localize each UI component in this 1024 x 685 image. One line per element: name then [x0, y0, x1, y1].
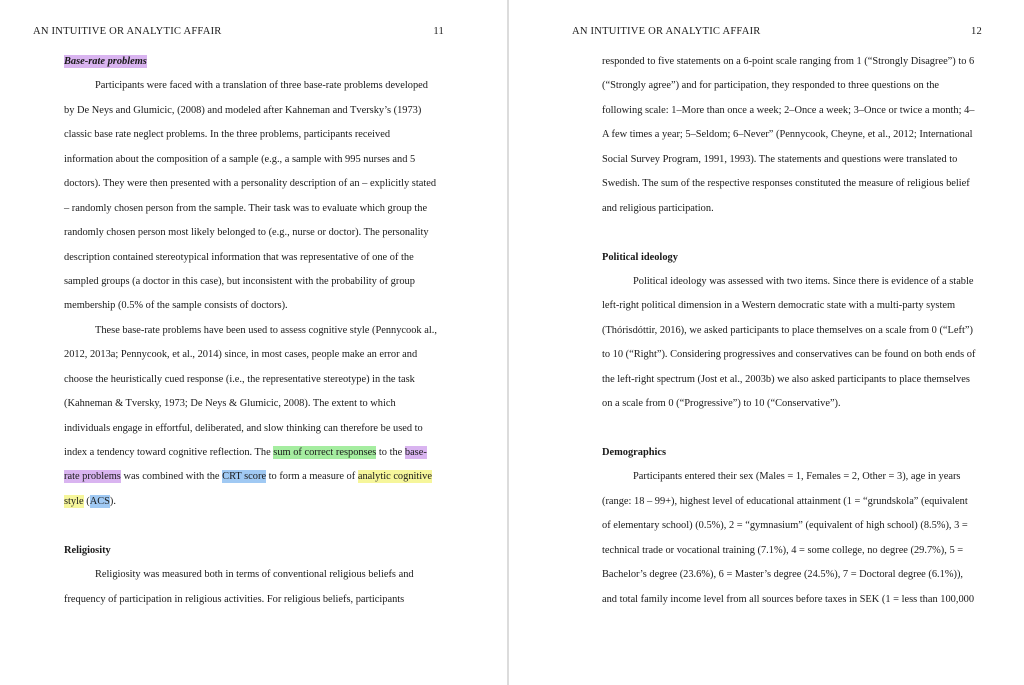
text-line: [64, 74, 504, 98]
section-heading: [64, 50, 504, 74]
text-line: [64, 368, 504, 392]
text-segment: Swedish. The sum of the respective responses constituted the measure of religious belief: [602, 178, 970, 190]
text-segment: Demographics: [602, 447, 667, 458]
text-segment: Political ideology was assessed with two items. Since there is evidence of a stable: [633, 275, 974, 287]
running-head: AN INTUITIVE OR ANALYTIC AFFAIR: [572, 26, 761, 37]
text-segment: sampled groups (a doctor in this case), but inconsistent with the probability of group: [64, 275, 415, 287]
highlight-purple: Base-rate problems: [64, 56, 147, 67]
text-segment: Participants were faced with a translation of three base-rate problems developed: [95, 80, 428, 92]
text-segment: (“Strongly agree”) and for participation, they responded to three questions on the: [602, 80, 940, 92]
text-segment: (Thórisdóttir, 2016), we asked participants to place themselves on a scale from 0 (“Left”): [602, 324, 973, 336]
page-body: [602, 50, 1022, 612]
text-line: [64, 319, 504, 343]
page-12: [509, 0, 1024, 685]
text-segment: and total family income level from all sources before taxes in SEK (1 = less than 100,000: [602, 593, 975, 605]
text-line: [602, 588, 1022, 612]
text-segment: responded to five statements on a 6-point scale ranging from 1 (“Strongly Disagree”) to 6: [602, 56, 975, 67]
blank-line: [64, 514, 504, 538]
page-body: [64, 50, 504, 612]
text-segment: – randomly chosen person from the sample. Their task was to evaluate which group the: [64, 202, 428, 214]
text-line: [64, 99, 504, 123]
text-segment: following scale: 1–More than once a week; 2–Once a week; 3–Once or twice a month; 4–: [602, 104, 975, 116]
text-line: [64, 270, 504, 294]
page-11: [0, 0, 507, 685]
text-segment: Bachelor’s degree (23.6%), 6 = Master’s degree (24.5%), 7 = Doctoral degree (6.1%)),: [602, 569, 964, 581]
text-segment: left-right political dimension in a Western democratic state with a multi-party system: [602, 300, 956, 312]
text-segment: and religious participation.: [602, 202, 714, 214]
text-segment: randomly chosen person most likely belonged to (e.g., nurse or doctor). The personality: [64, 227, 429, 239]
text-line: [602, 197, 1022, 221]
section-heading: [64, 539, 504, 563]
text-segment: (Kahneman & Tversky, 1973; De Neys & Glumicic, 2008). The extent to which: [64, 398, 396, 410]
text-line: [64, 148, 504, 172]
text-segment: 2012, 2013a; Pennycook, et al., 2014) since, in most cases, people make an error and: [64, 349, 418, 361]
text-line: [64, 221, 504, 245]
text-line: [602, 294, 1022, 318]
text-segment: Religiosity: [64, 544, 111, 556]
text-segment: to the: [376, 447, 405, 458]
text-line: [602, 74, 1022, 98]
text-line: [602, 50, 1022, 74]
text-line: [64, 465, 504, 489]
section-heading: [602, 246, 1022, 270]
text-segment: technical trade or vocational training (7.1%), 4 = some college, no degree (29.7%), 5 =: [602, 544, 964, 556]
text-line: [64, 441, 504, 465]
text-line: [64, 417, 504, 441]
text-segment: Religiosity was measured both in terms of conventional religious beliefs and: [95, 569, 414, 581]
text-line: [602, 99, 1022, 123]
highlight-purple: rate problems: [64, 471, 121, 483]
text-segment: Social Survey Program, 1991, 1993). The statements and questions were translated to: [602, 153, 958, 165]
text-line: [64, 197, 504, 221]
blank-line: [602, 221, 1022, 245]
text-segment: ).: [109, 495, 116, 507]
page-header: [572, 25, 982, 39]
text-line: [64, 343, 504, 367]
text-segment: information about the composition of a sample (e.g., a sample with 995 nurses and 5: [64, 153, 416, 165]
text-line: [64, 490, 504, 514]
text-line: [602, 123, 1022, 147]
page-number: 11: [433, 26, 444, 37]
text-segment: to 10 (“Right”). Considering progressives and conservatives can be found on both ends of: [602, 349, 976, 361]
text-segment: doctors). They were then presented with a personality description of an – explicitly stated: [64, 178, 437, 190]
text-line: [602, 514, 1022, 538]
text-segment: choose the heuristically cued response (i.e., the representative stereotype) in the task: [64, 373, 415, 385]
text-segment: classic base rate neglect problems. In the three problems, participants received: [64, 129, 391, 141]
page-number: 12: [971, 26, 982, 37]
text-line: [602, 490, 1022, 514]
highlight-yellow: style: [64, 495, 84, 507]
text-segment: membership (0.5% of the sample consists of doctors).: [64, 300, 288, 312]
text-line: [64, 563, 504, 587]
text-segment: frequency of participation in religious activities. For religious beliefs, participants: [64, 593, 405, 605]
text-line: [64, 123, 504, 147]
text-segment: individuals engage in effortful, deliberated, and slow thinking can therefore be used to: [64, 422, 423, 434]
text-line: [64, 294, 504, 318]
text-line: [602, 539, 1022, 563]
highlight-yellow: analytic cognitive: [357, 471, 432, 483]
text-segment: to form a measure of: [266, 471, 358, 483]
section-heading: [602, 441, 1022, 465]
text-line: [64, 246, 504, 270]
running-head: AN INTUITIVE OR ANALYTIC AFFAIR: [33, 26, 222, 37]
text-line: [602, 563, 1022, 587]
text-segment: description contained stereotypical information that was representative of one of the: [64, 251, 414, 263]
text-line: [602, 465, 1022, 489]
highlight-blue: CRT score: [222, 471, 267, 483]
highlight-blue: ACS: [89, 495, 110, 507]
text-line: [602, 319, 1022, 343]
text-line: [602, 392, 1022, 416]
text-line: [602, 172, 1022, 196]
text-segment: of elementary school) (0.5%), 2 = “gymnasium” (equivalent of high school) (8.5%), 3 =: [602, 520, 968, 532]
text-segment: on a scale from 0 (“Progressive”) to 10 (“Conservative”).: [602, 398, 841, 410]
text-segment: A few times a year; 5–Seldom; 6–Never” (Pennycook, Cheyne, et al., 2012; International: [602, 129, 973, 141]
text-segment: the left-right spectrum (Jost et al., 2003b) we also asked participants to place themselves: [602, 373, 970, 385]
text-line: [602, 270, 1022, 294]
text-segment: (: [83, 495, 90, 507]
blank-line: [602, 417, 1022, 441]
text-segment: (range: 18 – 99+), highest level of educational attainment (1 = “grundskola” (equivalent: [602, 495, 968, 507]
text-segment: by De Neys and Glumicic, (2008) and modeled after Kahneman and Tversky’s (1973): [64, 104, 422, 116]
text-segment: Participants entered their sex (Males = 1, Females = 2, Other = 3), age in years: [633, 471, 961, 483]
text-line: [602, 343, 1022, 367]
text-segment: index a tendency toward cognitive reflection. The: [64, 447, 274, 458]
highlight-purple: base-: [404, 447, 427, 458]
text-segment: These base-rate problems have been used to assess cognitive style (Pennycook al.,: [95, 324, 437, 336]
text-line: [64, 392, 504, 416]
text-segment: was combined with the: [120, 471, 223, 483]
text-segment: Political ideology: [602, 251, 678, 263]
text-line: [602, 148, 1022, 172]
page-header: [33, 25, 444, 39]
highlight-green: sum of correct responses: [273, 447, 377, 458]
text-line: [64, 172, 504, 196]
text-line: [64, 588, 504, 612]
text-line: [602, 368, 1022, 392]
